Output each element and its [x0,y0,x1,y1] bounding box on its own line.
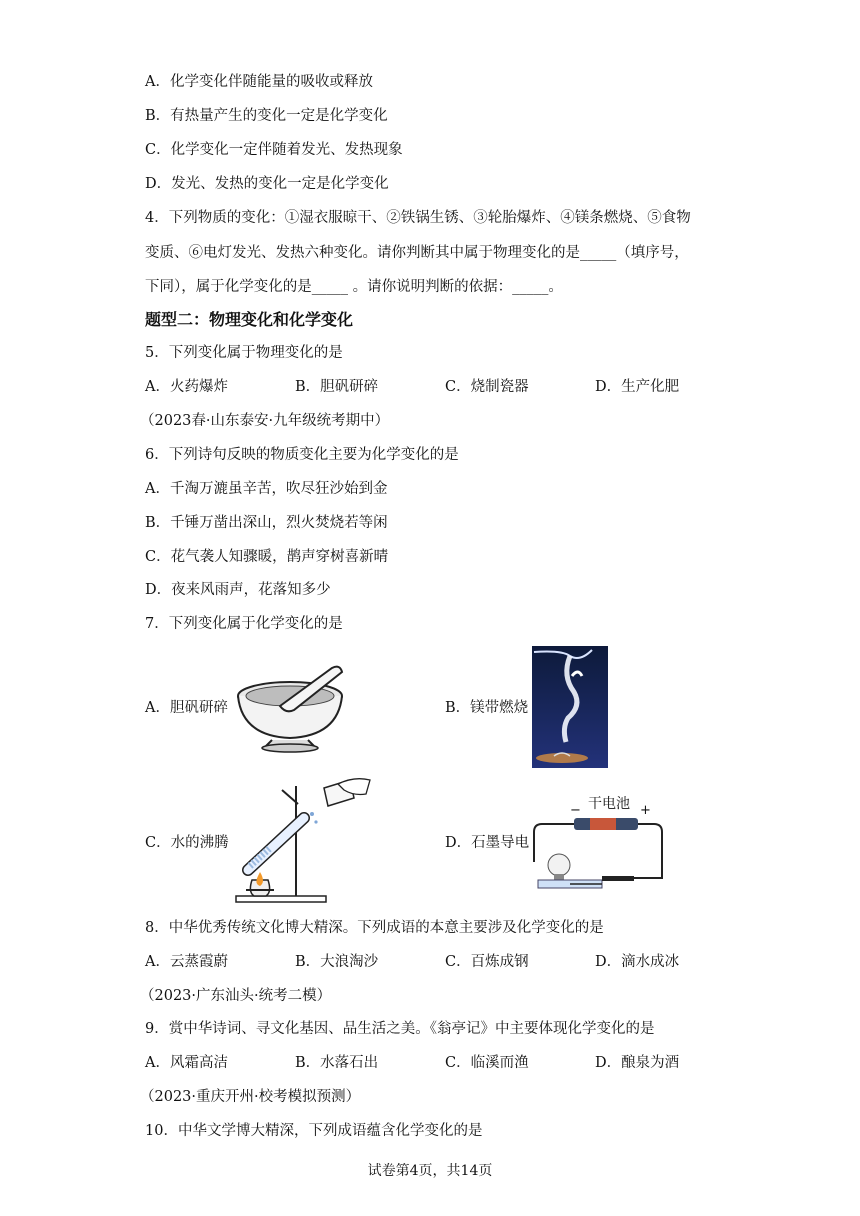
battery-label: 干电池 [588,796,630,812]
q7-option-c: C．水的沸腾 [145,835,229,851]
q7-option-b: B．镁带燃烧 [445,700,529,716]
q5-option-b: B．胆矾研碎 [295,379,379,395]
q5-stem: 5．下列变化属于物理变化的是 [145,345,343,361]
battery-minus: − [570,803,581,818]
q6-option-d: D．夜来风雨声，花落知多少 [145,582,331,598]
q6-option-a: A．千淘万漉虽辛苦，吹尽狂沙始到金 [145,481,388,497]
q6-source: （2023春·山东泰安·九年级统考期中） [140,413,390,429]
mortar-pestle-image [232,658,354,754]
q3-option-a: A．化学变化伴随能量的吸收或释放 [145,74,373,90]
q4-line-2: 变质、⑥电灯发光、发热六种变化。请你判断其中属于物理变化的是_____（填序号， [145,245,689,261]
q8-option-d: D．滴水成冰 [595,954,680,970]
q8-option-a: A．云蒸霞蔚 [145,954,228,970]
q7-option-a: A．胆矾研碎 [145,700,228,716]
q10-stem: 10．中华文学博大精深，下列成语蕴含化学变化的是 [145,1123,483,1139]
page-footer: 试卷第4页，共14页 [367,1163,493,1179]
q6-stem: 6．下列诗句反映的物质变化主要为化学变化的是 [145,447,459,463]
q9-stem: 9．赏中华诗词、寻文化基因、品生活之美。《翁亭记》中主要体现化学变化的是 [145,1021,655,1037]
boiling-water-apparatus-image [226,776,376,906]
section-title: 题型二：物理变化和化学变化 [145,310,354,329]
q9-option-d: D．酿泉为酒 [595,1055,680,1071]
q5-option-c: C．烧制瓷器 [445,379,529,395]
q3-option-c: C．化学变化一定伴随着发光、发热现象 [145,142,403,158]
q10-source: （2023·重庆开州·校考模拟预测） [140,1089,361,1105]
q4-line-1: 4．下列物质的变化：①湿衣服晾干、②铁锅生锈、③轮胎爆炸、④镁条燃烧、⑤食物 [145,210,691,226]
q4-line-3: 下同），属于化学变化的是_____ 。请你说明判断的依据：_____。 [145,279,563,295]
battery-plus: + [640,803,651,818]
q3-option-d: D．发光、发热的变化一定是化学变化 [145,176,389,192]
q8-stem: 8．中华优秀传统文化博大精深。下列成语的本意主要涉及化学变化的是 [145,920,604,936]
q7-stem: 7．下列变化属于化学变化的是 [145,616,343,632]
q5-option-d: D．生产化肥 [595,379,680,395]
q6-option-c: C．花气袭人知骤暖，鹊声穿树喜新晴 [145,549,389,565]
graphite-circuit-image [530,792,666,896]
q9-option-a: A．风霜高洁 [145,1055,228,1071]
q9-option-b: B．水落石出 [295,1055,379,1071]
magnesium-burning-image [532,646,608,768]
q8-option-c: C．百炼成钢 [445,954,529,970]
q8-option-b: B．大浪淘沙 [295,954,379,970]
q7-option-d: D．石墨导电 [445,835,530,851]
q5-option-a: A．火药爆炸 [145,379,228,395]
q6-option-b: B．千锤万凿出深山，烈火焚烧若等闲 [145,515,388,531]
q9-source: （2023·广东汕头·统考二模） [140,988,332,1004]
q3-option-b: B．有热量产生的变化一定是化学变化 [145,108,388,124]
q9-option-c: C．临溪而渔 [445,1055,529,1071]
